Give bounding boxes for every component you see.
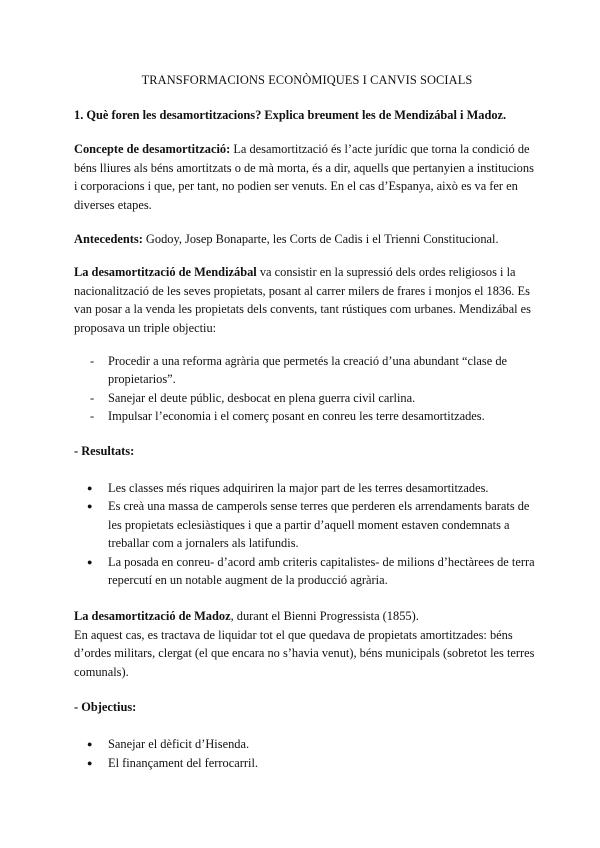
list-item: - Impulsar l’economia i el comerç posant en conreu les terre desamortitzades. [74,407,540,426]
objectius-list [74,735,540,772]
resultats-heading: - Resultats: [74,443,135,458]
resultats-list [74,479,540,591]
madoz-label: La desamortització de Madoz [74,609,231,624]
mendizabal-paragraph [74,263,540,337]
madoz-detail-paragraph: En aquest cas, es tractava de liquidar tot el que quedava de propietats amortitzades: béns d’ordes militars, clergat (el que encara no s’havia venut), béns municipals (sobretot les terres comunals). [74,627,535,679]
document-page [74,71,540,787]
madoz-text: , durant el Bienni Progressista (1855). [230,609,419,624]
objectius-heading: - Objectius: [74,700,137,715]
mendizabal-objectives-list [74,352,540,426]
question-heading: 1. Què foren les desamortitzacions? Explica breument les de Mendizábal i Madoz. [74,107,507,122]
concept-text: La desamortització és l’acte jurídic que torna la condició de béns lliures als béns amortitzats o de mà morta, és a dir, aquells que pertanyien a institucions i corporacions i que, per tant, no podien ser venuts. En el cas d’Espanya, això es va fer en diverses etapes. [74,142,534,212]
list-item: - Sanejar el deute públic, desbocat en plena guerra civil carlina. [74,389,540,408]
list-item: ● Les classes més riques adquiriren la major part de les terres desamortitzades. [74,479,540,498]
madoz-paragraph [74,607,540,626]
concept-paragraph [74,140,540,214]
antecedents-text: Godoy, Josep Bonaparte, les Corts de Cadis i el Trienni Constitucional. [142,231,499,246]
list-item: ● Sanejar el dèficit d’Hisenda. [74,735,540,754]
list-item: ● El finançament del ferrocarril. [74,754,540,773]
concept-label: Concepte de desamortització: [74,142,231,157]
mendizabal-label: La desamortització de Mendizábal [74,265,257,280]
antecedents-paragraph [74,230,540,249]
list-item: ● La posada en conreu- d’acord amb criteris capitalistes- de milions d’hectàrees de terra repercutí en un notable augment de la producció agrària. [74,553,540,590]
antecedents-label: Antecedents: [74,231,143,246]
list-item: ● Es creà una massa de camperols sense terres que perderen els arrendaments barats de les propietats eclesiàstiques i que a partir d’aquell moment estaven condemnats a treballar com a jornalers als latifundis. [74,497,540,553]
list-item: - Procedir a una reforma agrària que permetés la creació d’una abundant “clase de propietarios”. [74,352,540,389]
mendizabal-text: va consistir en la supressió dels ordes religiosos i la nacionalització de les seves propietats, posant al carrer milers de frares i monjos el 1836. Es van posar a la venda les propietats dels convents, tant rústiques com urbanes. Mendizábal es proposava un triple objectiu: [74,265,531,335]
document-title: TRANSFORMACIONS ECONÒMIQUES I CANVIS SOCIALS [141,73,473,87]
